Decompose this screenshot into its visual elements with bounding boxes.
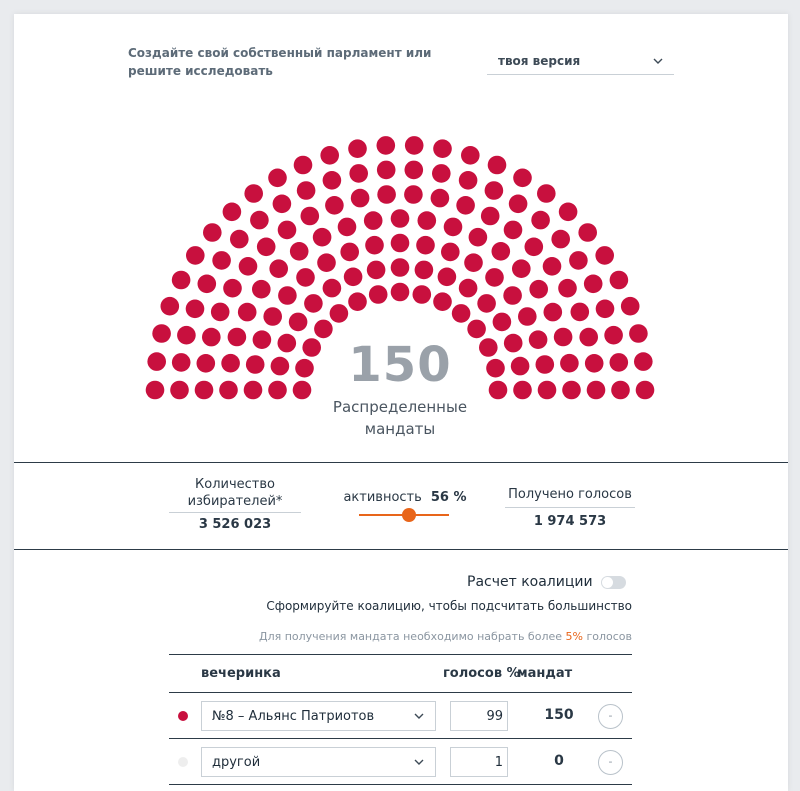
intro-text: Создайте свой собственный парламент или решите исследовать <box>128 46 432 78</box>
threshold-note <box>259 630 632 643</box>
coalition-toggle-row <box>467 574 626 590</box>
mandates-value: 0 <box>554 753 564 769</box>
received-label: Получено голосов <box>508 487 632 502</box>
remove-party-button[interactable]: - <box>598 750 623 775</box>
party-dropdown[interactable] <box>201 701 436 731</box>
turnout-value: 56 % <box>430 490 467 505</box>
divider-top <box>14 462 788 463</box>
seat-total: 150 <box>348 337 452 393</box>
coalition-label: Расчет коалиции <box>467 574 593 590</box>
chevron-down-icon <box>413 710 425 722</box>
threshold-suffix: голосов <box>582 630 632 643</box>
party-table-header <box>169 654 632 693</box>
version-dropdown[interactable] <box>487 48 674 75</box>
table-row <box>169 739 632 785</box>
coalition-toggle[interactable] <box>601 576 626 589</box>
header-votes: голосов % <box>443 666 520 681</box>
chevron-down-icon <box>652 55 664 67</box>
party-color-dot <box>178 757 188 767</box>
mandates-value: 150 <box>544 707 574 723</box>
remove-party-button[interactable]: - <box>598 704 623 729</box>
table-row <box>169 693 632 739</box>
votes-input[interactable] <box>450 747 508 777</box>
threshold-prefix: Для получения мандата необходимо набрать более <box>258 630 566 643</box>
threshold-percent: 5% <box>565 630 583 643</box>
party-dropdown-value: другой <box>212 754 261 770</box>
turnout-stat <box>330 486 480 506</box>
party-color-dot <box>178 711 188 721</box>
party-table <box>169 654 632 785</box>
turnout-slider-handle[interactable] <box>402 508 416 522</box>
voters-underline <box>169 512 301 513</box>
header-party: вечеринка <box>201 666 281 681</box>
received-stat <box>505 486 635 529</box>
turnout-label: активность <box>343 490 422 505</box>
version-dropdown-value: твоя версия <box>498 54 581 68</box>
party-dropdown-value: №8 – Альянс Патриотов <box>212 708 375 724</box>
received-underline <box>505 507 635 508</box>
voters-value: 3 526 023 <box>198 517 272 532</box>
divider-bottom <box>14 549 788 550</box>
header-mandates: мандат <box>517 666 573 681</box>
party-dropdown[interactable] <box>201 747 436 777</box>
chevron-down-icon <box>413 756 425 768</box>
coalition-hint: Сформируйте коалицию, чтобы подсчитать большинство <box>266 599 632 613</box>
votes-input[interactable] <box>450 701 508 731</box>
seat-total-caption: Распределенные мандаты <box>332 398 468 438</box>
received-value: 1 974 573 <box>533 514 607 529</box>
voters-label: Количество избирателей* <box>187 477 283 509</box>
voters-stat <box>169 476 301 532</box>
